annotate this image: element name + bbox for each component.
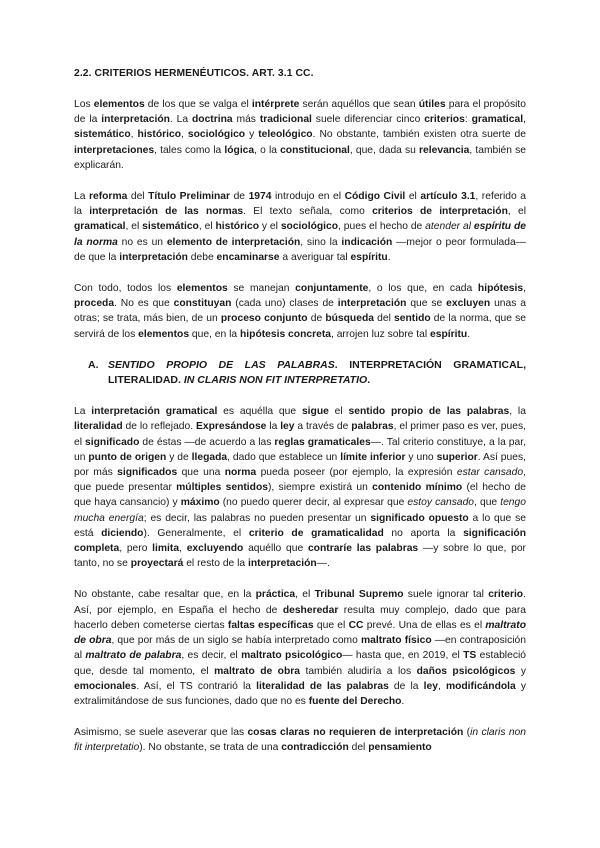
subsection-title: SENTIDO PROPIO DE LAS PALABRAS. INTERPRETACIÓN GRAMATICAL, LITERALIDAD. IN CLARIS NON FIT INTERPRETATIO.: [108, 358, 526, 387]
paragraph: Asimismo, se suele aseverar que las cosas claras no requieren de interpretación (in claris non fit interpretatio). No obstante, se trata de una contradicción del pensamiento: [74, 727, 526, 754]
subsection-letter: A.: [88, 358, 99, 371]
paragraph: La interpretación gramatical es aquélla que sigue el sentido propio de las palabras, la literalidad de lo reflejado. Expresándose la ley a través de palabras, el primer paso es ver, pues, el significado de éstas —de acuerdo a las reglas gramaticales—. Tal criterio constituye, a la par, un punto de origen y de llegada, dado que establece un límite inferior y uno superior. Así pues, por más significados que una norma pueda poseer (por ejemplo, la expresión estar cansado, que puede presentar múltiples sentidos), siempre existirá un contenido mínimo (el hecho de que haya cansancio) y máximo (no puedo querer decir, al expresar que estoy cansado, que tengo mucha energía; es decir, las palabras no pueden presentar un significado opuesto a lo que se está diciendo). Generalmente, el criterio de gramaticalidad no aporta la significación completa, pero limita, excluyendo aquéllo que contraríe las palabras —y sobre lo que, por tanto, no se proyectará el resto de la interpretación—.: [74, 406, 527, 570]
paragraph: Los elementos de los que se valga el intérprete serán aquéllos que sean útiles para el propósito de la interpretación. La doctrina más tradicional suele diferenciar cinco criterios: gramatical, sistemático, histórico, sociológico y teleológico. No obstante, también existen otra suerte de interpretaciones, tales como la lógica, o la constitucional, que, dada su relevancia, también se explicarán.: [74, 99, 526, 171]
paragraph: Con todo, todos los elementos se manejan conjuntamente, o los que, en cada hipótesis, proceda. No es que constituyan (cada uno) clases de interpretación que se excluyen unas a otras; se trata, más bien, de un proceso conjunto de búsqueda del sentido de la norma, que se servirá de los elementos que, en la hipótesis concreta, arrojen luz sobre tal espíritu.: [74, 283, 527, 340]
subsection-heading: [88, 358, 526, 388]
section-heading: 2.2. CRITERIOS HERMENÉUTICOS. ART. 3.1 CC.: [74, 68, 314, 79]
paragraph: La reforma del Título Preliminar de 1974 introdujo en el Código Civil el artículo 3.1, referido a la interpretación de las normas. El texto señala, como criterios de interpretación, el gramatical, el sistemático, el histórico y el sociológico, pues el hecho de atender al espíritu de la norma no es un elemento de interpretación, sino la indicación —mejor o peor formulada— de que la interpretación debe encaminarse a averiguar tal espíritu.: [74, 191, 526, 263]
paragraph: No obstante, cabe resaltar que, en la práctica, el Tribunal Supremo suele ignorar tal criterio. Así, por ejemplo, en España el hecho de desheredar resulta muy complejo, dado que para hacerlo deben cometerse ciertas faltas específicas que el CC prevé. Una de ellas es el maltrato de obra, que por más de un siglo se había interpretado como maltrato físico —en contraposición al maltrato de palabra, es decir, el maltrato psicológico— hasta que, en 2019, el TS estableció que, desde tal momento, el maltrato de obra también aludiría a los daños psicológicos y emocionales. Así, el TS contrarió la literalidad de las palabras de la ley, modificándola y extralimitándose de sus funciones, dado que no es fuente del Derecho.: [74, 589, 526, 707]
